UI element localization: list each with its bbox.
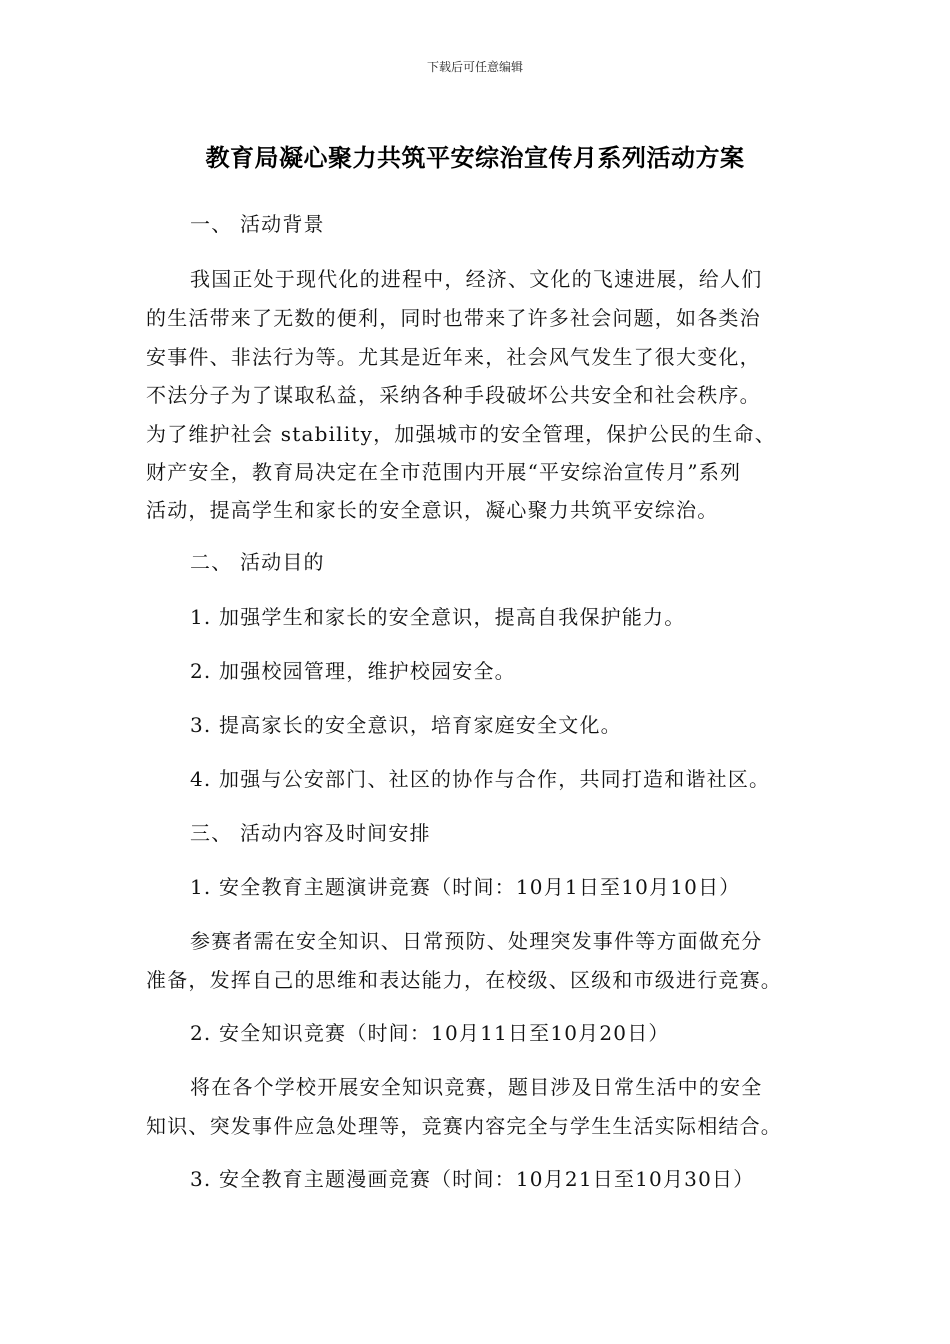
paragraph-line: 活动，提高学生和家长的安全意识，凝心聚力共筑平安综治。: [146, 498, 719, 522]
paragraph-line: 我国正处于现代化的进程中，经济、文化的飞速进展，给人们: [190, 267, 763, 291]
header-note: 下载后可任意编辑: [426, 60, 523, 74]
section-heading-schedule: 三、 活动内容及时间安排: [190, 821, 431, 845]
paragraph-line: 知识、突发事件应急处理等，竞赛内容完全与学生生活实际相结合。: [146, 1114, 782, 1138]
activity-title: 2. 安全知识竞赛（时间：10月11日至10月20日）: [190, 1021, 670, 1045]
paragraph-line: 将在各个学校开展安全知识竞赛，题目涉及日常生活中的安全: [190, 1075, 763, 1099]
activity-title: 1. 安全教育主题演讲竞赛（时间：10月1日至10月10日）: [190, 875, 741, 899]
paragraph-line: 不法分子为了谋取私益，采纳各种手段破坏公共安全和社会秩序。: [146, 383, 761, 407]
paragraph-line: 财产安全，教育局决定在全市范围内开展“平安综治宣传月”系列: [146, 460, 742, 484]
section-heading-background: 一、 活动背景: [190, 212, 325, 236]
document-title: 教育局凝心聚力共筑平安综治宣传月系列活动方案: [205, 144, 745, 172]
paragraph-line: 为了维护社会 stability，加强城市的安全管理，保护公民的生命、: [146, 422, 776, 446]
list-item: 2. 加强校园管理，维护校园安全。: [190, 659, 516, 683]
list-item: 4. 加强与公安部门、社区的协作与合作，共同打造和谐社区。: [190, 767, 771, 791]
section-heading-purpose: 二、 活动目的: [190, 550, 325, 574]
activity-title: 3. 安全教育主题漫画竞赛（时间：10月21日至10月30日）: [190, 1167, 755, 1191]
list-item: 3. 提高家长的安全意识，培育家庭安全文化。: [190, 713, 622, 737]
paragraph-line: 准备，发挥自己的思维和表达能力，在校级、区级和市级进行竞赛。: [146, 968, 782, 992]
paragraph-line: 安事件、非法行为等。尤其是近年来，社会风气发生了很大变化，: [146, 345, 761, 369]
list-item: 1. 加强学生和家长的安全意识，提高自我保护能力。: [190, 605, 686, 629]
paragraph-line: 参赛者需在安全知识、日常预防、处理突发事件等方面做充分: [190, 929, 763, 953]
paragraph-line: 的生活带来了无数的便利，同时也带来了许多社会问题，如各类治: [146, 306, 761, 330]
